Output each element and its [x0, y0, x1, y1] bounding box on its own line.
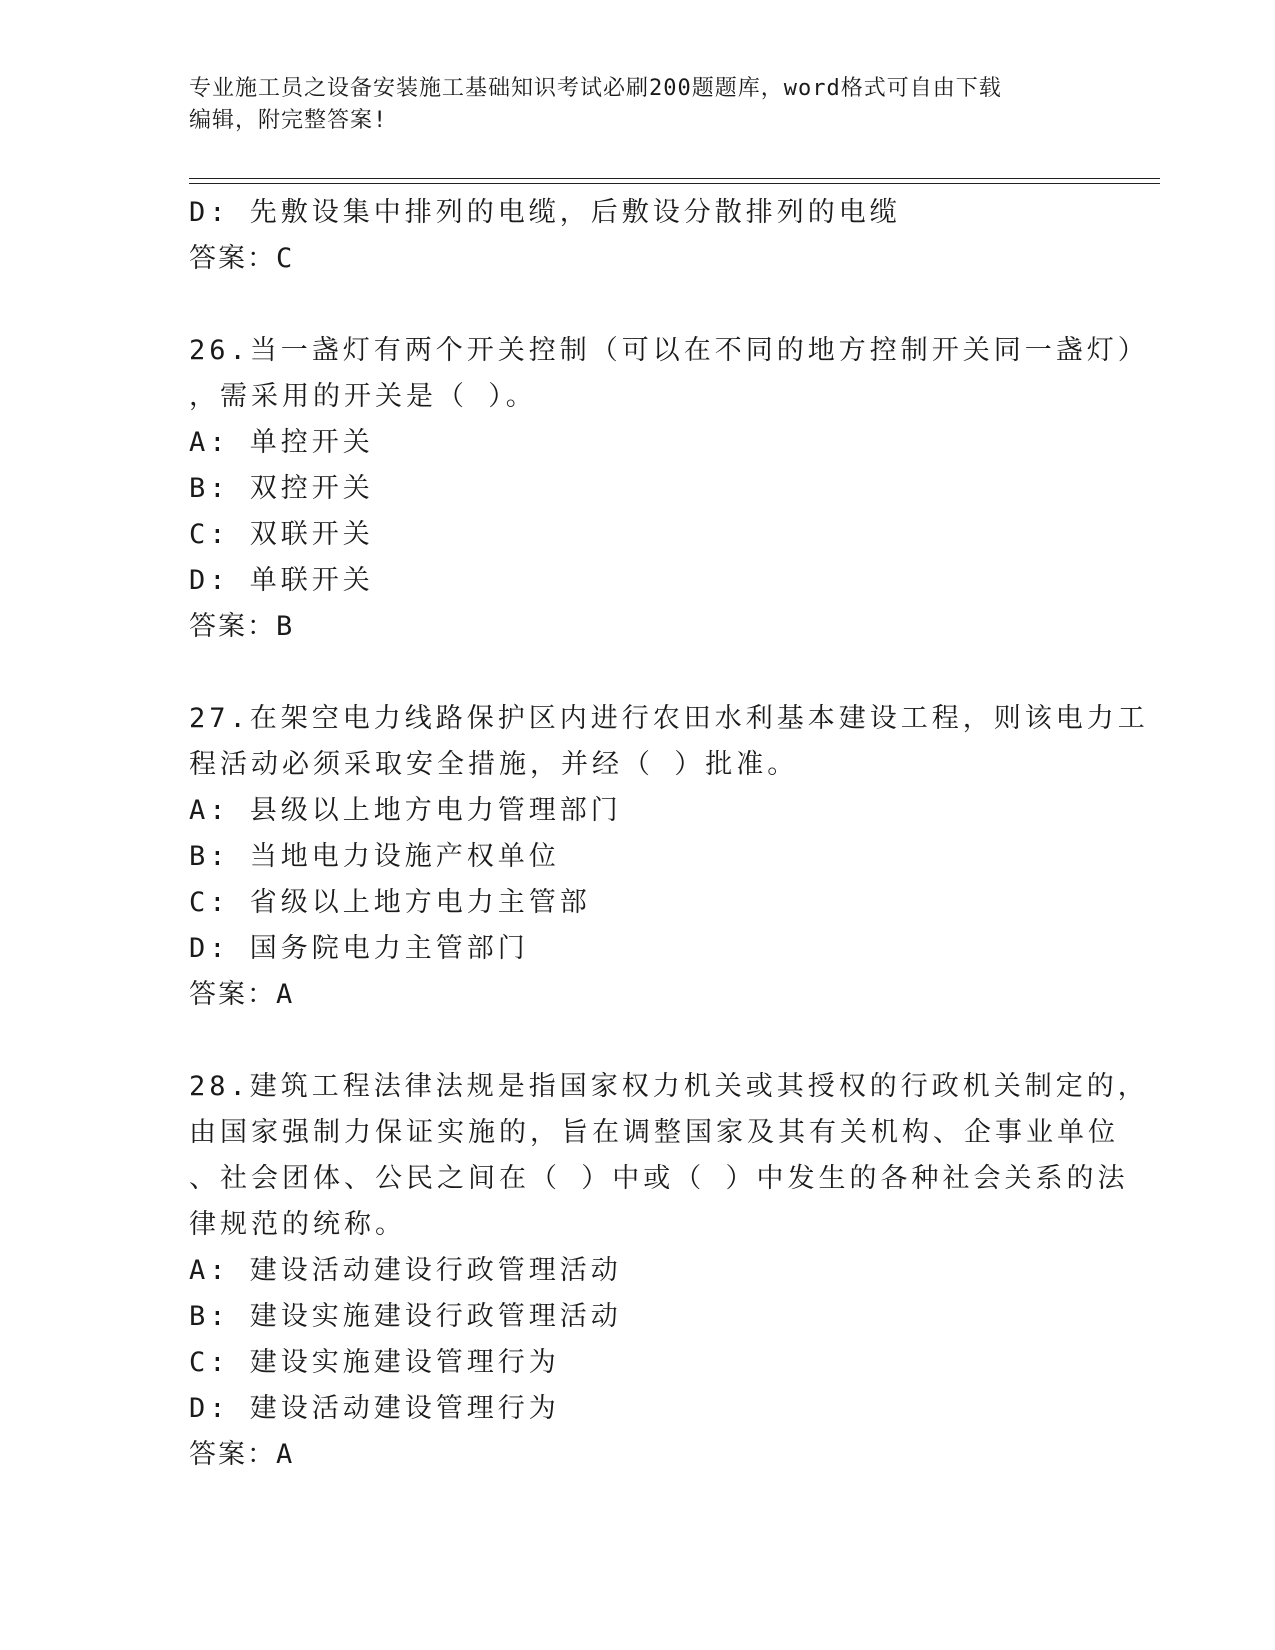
question-text-line: 程活动必须采取安全措施，并经（ ）批准。: [189, 749, 799, 780]
option-a: A: 建设活动建设行政管理活动: [189, 1255, 622, 1286]
question-text-line: 28.建筑工程法律法规是指国家权力机关或其授权的行政机关制定的，: [189, 1071, 1149, 1102]
option-d: D: 先敷设集中排列的电缆，后敷设分散排列的电缆: [189, 197, 901, 228]
answer: 答案：A: [189, 979, 295, 1010]
question-25-continued: [189, 190, 1089, 282]
spacer: [189, 650, 1089, 696]
option-b: B: 建设实施建设行政管理活动: [189, 1301, 622, 1332]
option-d: D: 建设活动建设管理行为: [189, 1393, 560, 1424]
document-header: [189, 73, 1089, 137]
option-c: C: 建设实施建设管理行为: [189, 1347, 560, 1378]
answer: 答案：C: [189, 243, 295, 274]
spacer: [189, 282, 1089, 328]
option-c: C: 双联开关: [189, 519, 374, 550]
option-b: B: 当地电力设施产权单位: [189, 841, 560, 872]
question-text-line: 由国家强制力保证实施的，旨在调整国家及其有关机构、企事业单位: [189, 1117, 1119, 1148]
spacer: [189, 1018, 1089, 1064]
option-d: D: 单联开关: [189, 565, 374, 596]
question-text-line: 26.当一盏灯有两个开关控制（可以在不同的地方控制开关同一盏灯）: [189, 335, 1149, 366]
question-text-line: ，需采用的开关是（ ）。: [189, 381, 537, 412]
option-a: A: 单控开关: [189, 427, 374, 458]
question-text-line: 、社会团体、公民之间在（ ）中或（ ）中发生的各种社会关系的法: [189, 1163, 1129, 1194]
option-b: B: 双控开关: [189, 473, 374, 504]
header-divider-top: [189, 178, 1160, 179]
header-title-line-1: 专业施工员之设备安装施工基础知识考试必刷200题题库，word格式可自由下载: [189, 76, 1002, 101]
header-title-line-2: 编辑，附完整答案!: [189, 108, 388, 133]
header-divider-bottom: [189, 183, 1160, 184]
option-a: A: 县级以上地方电力管理部门: [189, 795, 622, 826]
question-27: [189, 696, 1149, 1018]
question-list: [189, 190, 1149, 1478]
answer: 答案：A: [189, 1439, 295, 1470]
answer: 答案：B: [189, 611, 295, 642]
question-text-line: 27.在架空电力线路保护区内进行农田水利基本建设工程，则该电力工: [189, 703, 1149, 734]
question-26: [189, 328, 1149, 650]
question-text-line: 律规范的统称。: [189, 1209, 406, 1240]
question-28: [189, 1064, 1149, 1478]
option-d: D: 国务院电力主管部门: [189, 933, 529, 964]
option-c: C: 省级以上地方电力主管部: [189, 887, 591, 918]
